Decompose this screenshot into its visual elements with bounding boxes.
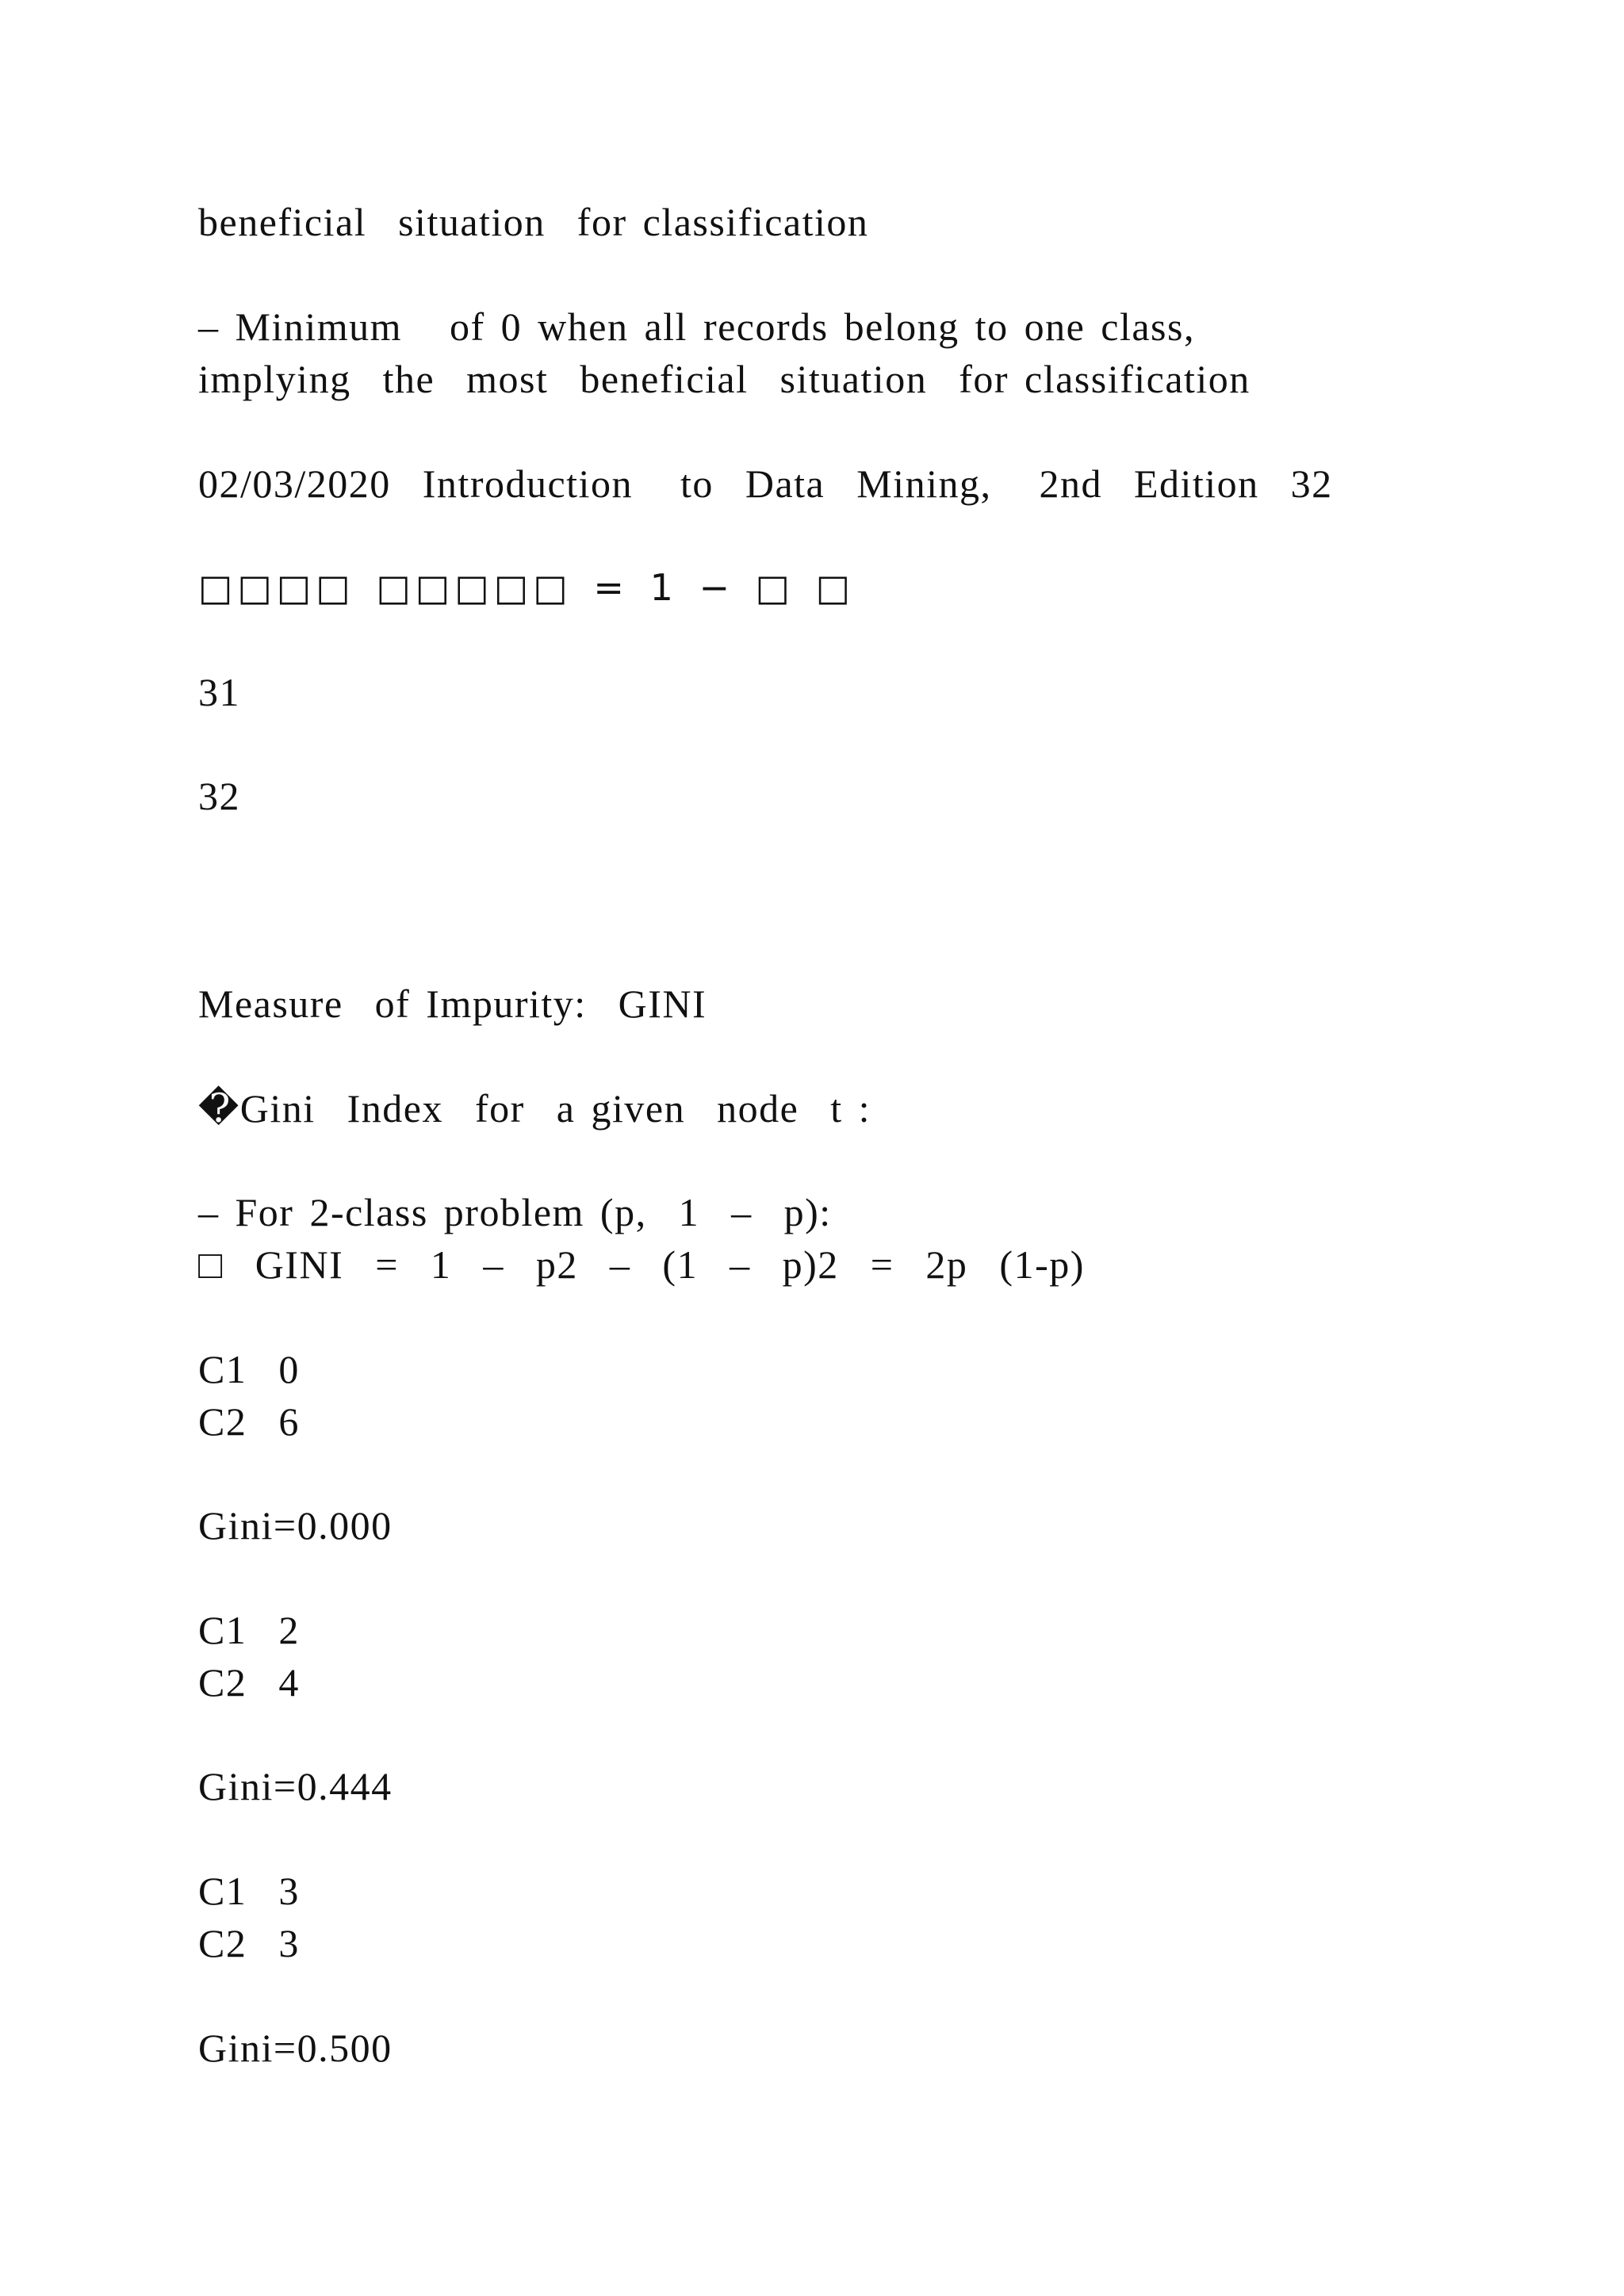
table-row-c2-6: C2 6 xyxy=(198,1399,300,1444)
text-line-implying: implying the most beneficial situation for classification xyxy=(198,357,1251,401)
table-row-c1-3: C1 3 xyxy=(198,1869,300,1913)
table-row-c2-4: C2 4 xyxy=(198,1660,300,1705)
gini-value-0500: Gini=0.500 xyxy=(198,2026,393,2070)
formula-line-missing-glyphs: □□□□ □□□□□ = 1 − □ □ xyxy=(198,566,856,609)
footer-line-date-edition: 02/03/2020 Introduction to Data Mining, 2nd Edition 32 xyxy=(198,461,1333,506)
formula-line-gini: □ GINI = 1 – p2 – (1 – p)2 = 2p (1-p) xyxy=(198,1242,1085,1287)
table-row-c1-2: C1 2 xyxy=(198,1608,300,1652)
table-row-c2-3: C2 3 xyxy=(198,1921,300,1965)
text-line-two-class: – For 2-class problem (p, 1 – p): xyxy=(198,1190,832,1234)
text-line-minimum: – Minimum of 0 when all records belong to one class, xyxy=(198,304,1195,349)
text-line-situation: beneficial situation for classification xyxy=(198,200,869,244)
section-heading-gini: Measure of Impurity: GINI xyxy=(198,982,707,1026)
bullet-gini-index: �Gini Index for a given node t : xyxy=(198,1086,871,1131)
gini-value-0000: Gini=0.000 xyxy=(198,1503,393,1548)
page-number-31: 31 xyxy=(198,670,240,714)
page-number-32: 32 xyxy=(198,774,240,818)
gini-value-0444: Gini=0.444 xyxy=(198,1764,393,1808)
table-row-c1-0: C1 0 xyxy=(198,1347,300,1391)
